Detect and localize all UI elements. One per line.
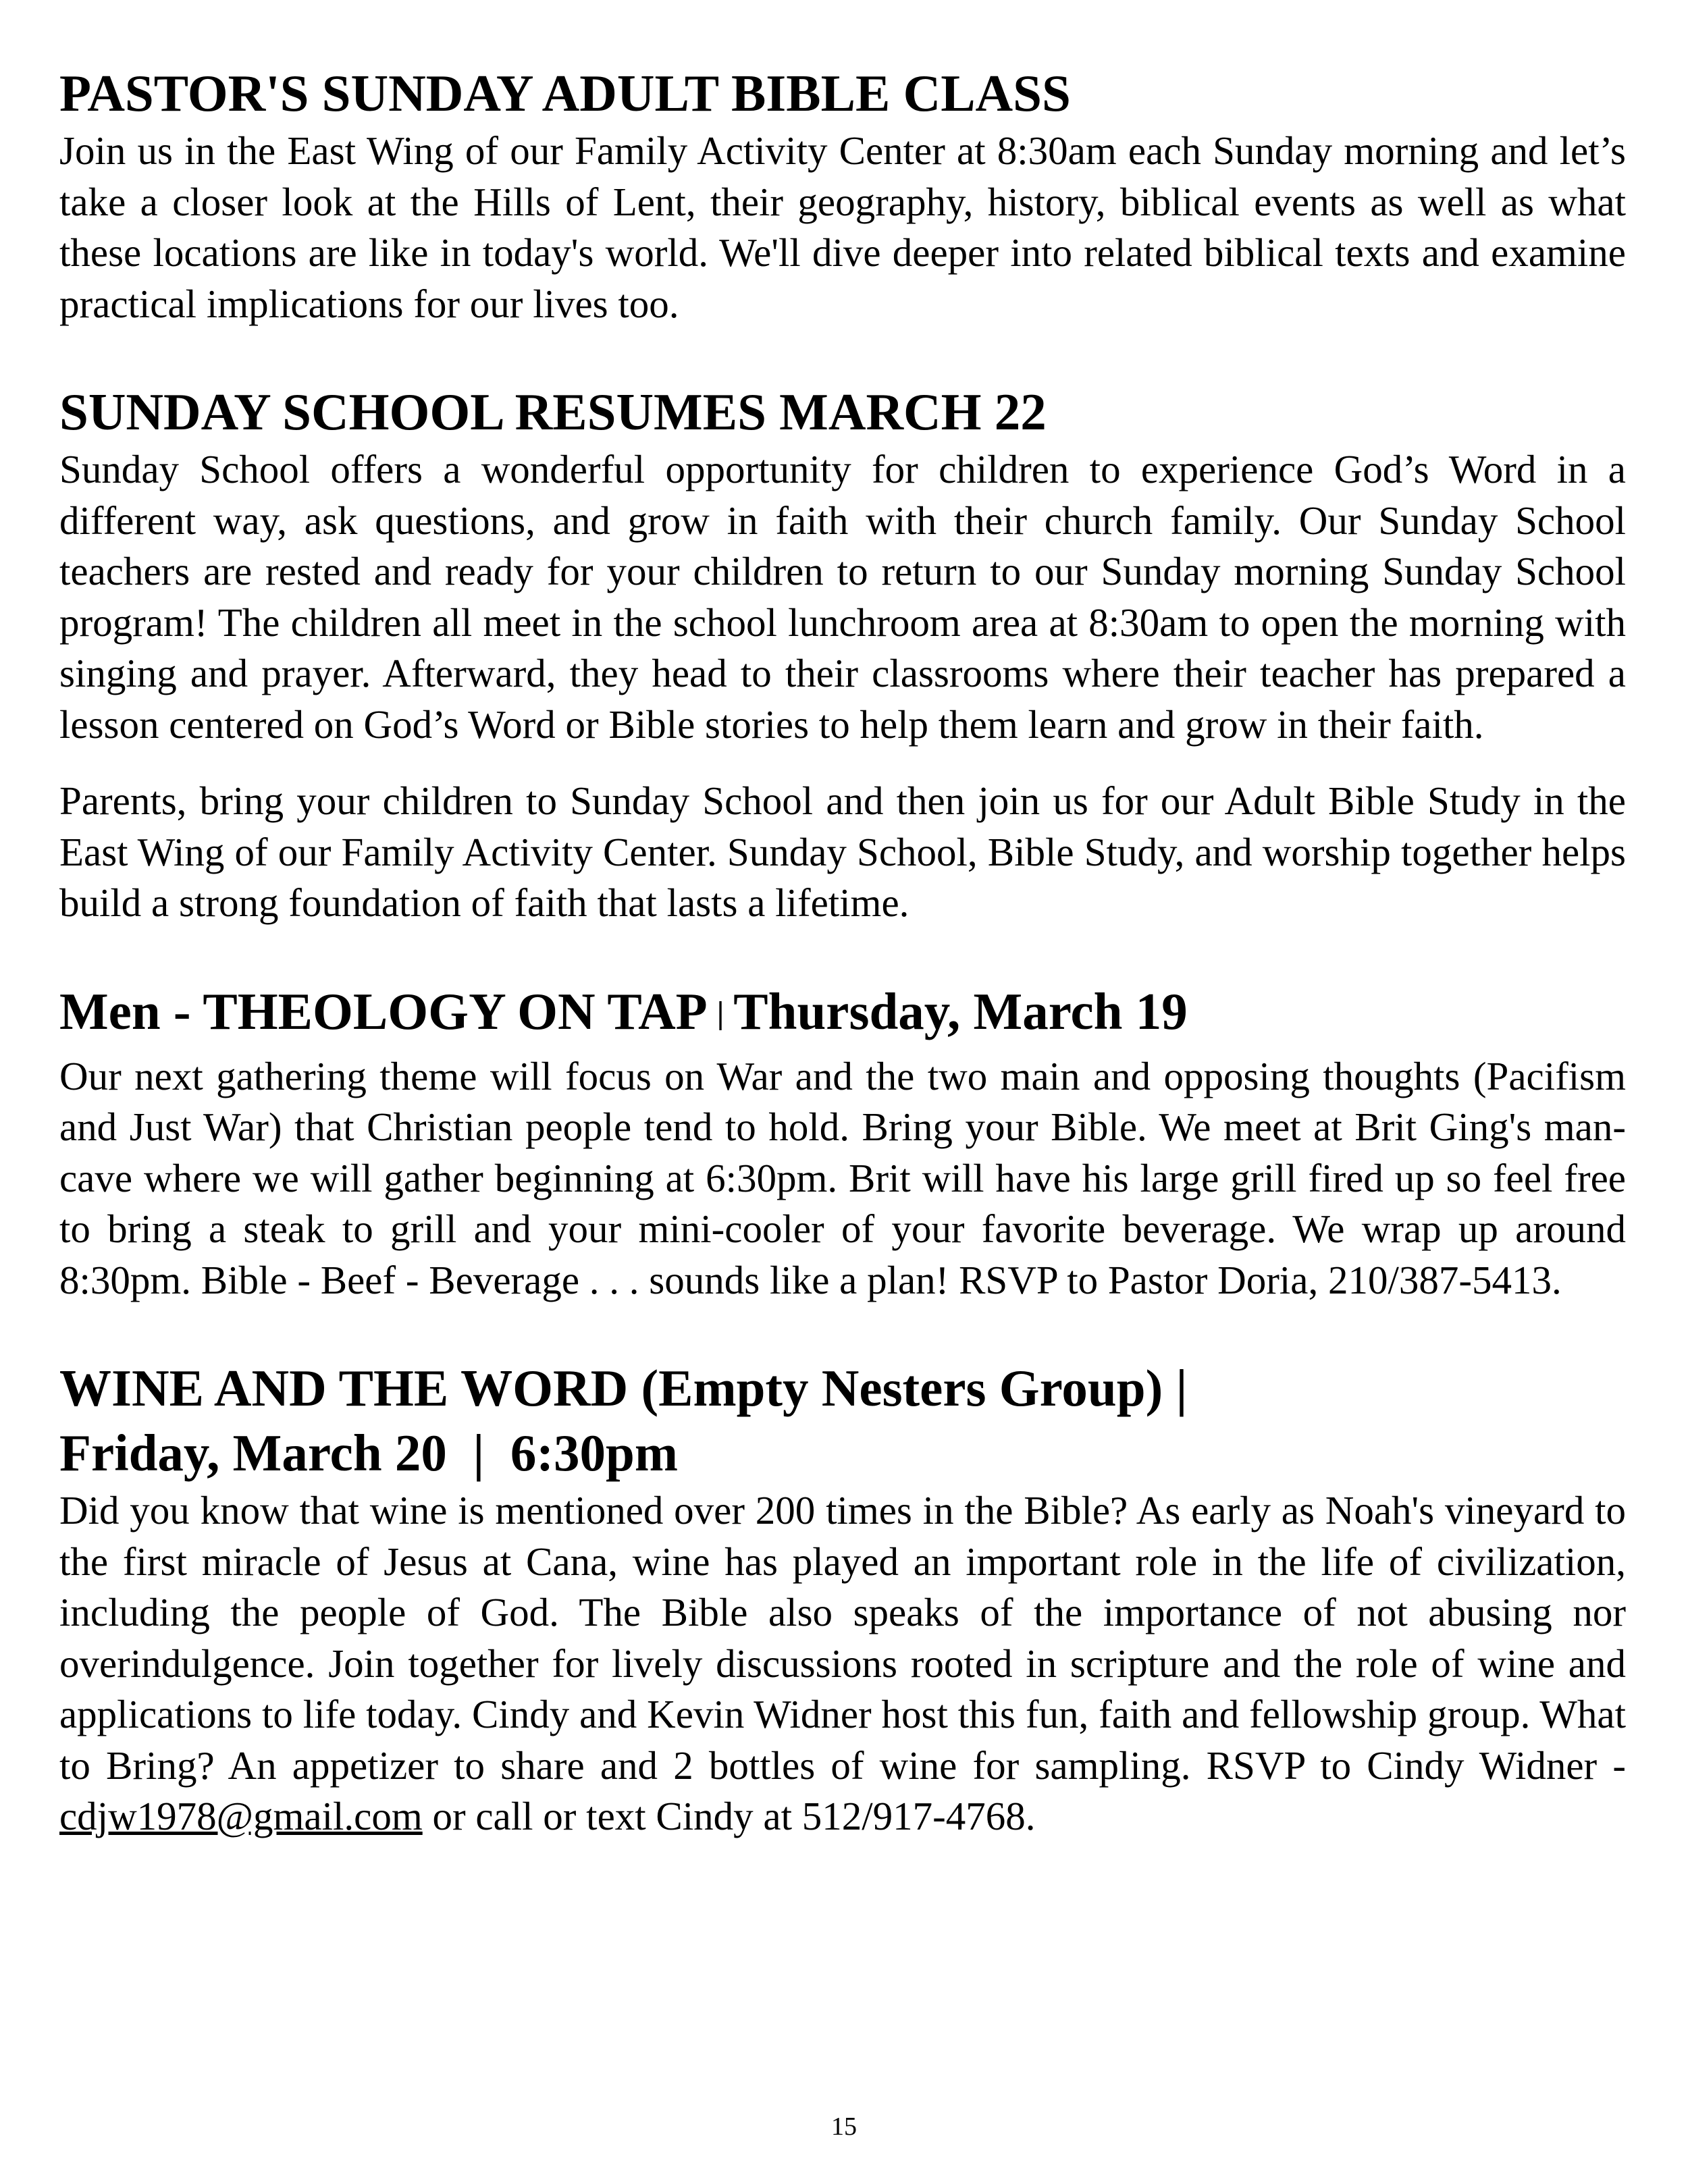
section-gap: [59, 1306, 1626, 1356]
heading-separator: |: [716, 994, 724, 1031]
section-sunday-school: [59, 379, 1626, 929]
heading-theology-date: Thursday, March 19: [733, 982, 1188, 1040]
heading-theology-title: Men - THEOLOGY ON TAP: [59, 982, 708, 1040]
heading-theology-on-tap: [59, 979, 1626, 1051]
page-content: [59, 61, 1626, 1842]
paragraph-wine-and-word: [59, 1485, 1626, 1842]
paragraph-adult-bible-class: Join us in the East Wing of our Family Activity Center at 8:30am each Sunday morning and let’s take a closer look at the Hills of Lent, their geography, history, biblical events as well as what these locations are like in today's world. We'll dive deeper into related biblical texts and examine practical implications for our lives too.: [59, 128, 1626, 326]
section-theology-on-tap: [59, 979, 1626, 1306]
paragraph-gap: [59, 750, 1626, 776]
heading-adult-bible-class: PASTOR'S SUNDAY ADULT BIBLE CLASS: [59, 64, 1071, 122]
section-adult-bible-class: [59, 61, 1626, 329]
heading-wine-and-word-line1: WINE AND THE WORD (Empty Nesters Group) |: [59, 1359, 1188, 1417]
section-wine-and-word: [59, 1356, 1626, 1842]
email-link[interactable]: cdjw1978@gmail.com: [59, 1794, 423, 1838]
heading-sunday-school: SUNDAY SCHOOL RESUMES MARCH 22: [59, 383, 1047, 441]
paragraph-wine-text: Did you know that wine is mentioned over 200 times in the Bible? As early as Noah's vineyard to the first miracle of Jesus at Cana, wine has played an important role in the life of civilization, including the people of God. The Bible also speaks of the importance of not abusing nor overindulgence. Join together for lively discussions rooted in scripture and the role of wine and applications to life today. Cindy and Kevin Widner host this fun, faith and fellowship group. What to Bring? An appetizer to share and 2 bottles of wine for sampling. RSVP to Cindy Widner -: [59, 1488, 1626, 1788]
paragraph-sunday-school-1: Sunday School offers a wonderful opportunity for children to experience God’s Word in a different way, ask questions, and grow in faith with their church family. Our Sunday School teachers are rested and ready for your children to return to our Sunday morning Sunday School program! The children all meet in the school lunchroom area at 8:30am to open the morning with singing and prayer. Afterward, they head to their classrooms where their teacher has prepared a lesson centered on God’s Word or Bible stories to help them learn and grow in their faith.: [59, 447, 1626, 747]
section-gap: [59, 329, 1626, 379]
page-number: 15: [831, 2112, 857, 2141]
section-gap: [59, 929, 1626, 979]
paragraph-theology-on-tap: Our next gathering theme will focus on War and the two main and opposing thoughts (Pacifism and Just War) that Christian people tend to hold. Bring your Bible. We meet at Brit Ging's man-cave where we will gather beginning at 6:30pm. Brit will have his large grill fired up so feel free to bring a steak to grill and your mini-cooler of your favorite beverage. We wrap up around 8:30pm. Bible - Beef - Beverage . . . sounds like a plan! RSVP to Pastor Doria, 210/387-5413.: [59, 1053, 1626, 1302]
paragraph-wine-contact: or call or text Cindy at 512/917-4768.: [422, 1794, 1036, 1838]
heading-wine-and-word-line2: Friday, March 20 | 6:30pm: [59, 1424, 678, 1482]
paragraph-sunday-school-2: Parents, bring your children to Sunday School and then join us for our Adult Bible Study in the East Wing of our Family Activity Center. Sunday School, Bible Study, and worship together helps build a strong foundation of faith that lasts a lifetime.: [59, 778, 1626, 925]
